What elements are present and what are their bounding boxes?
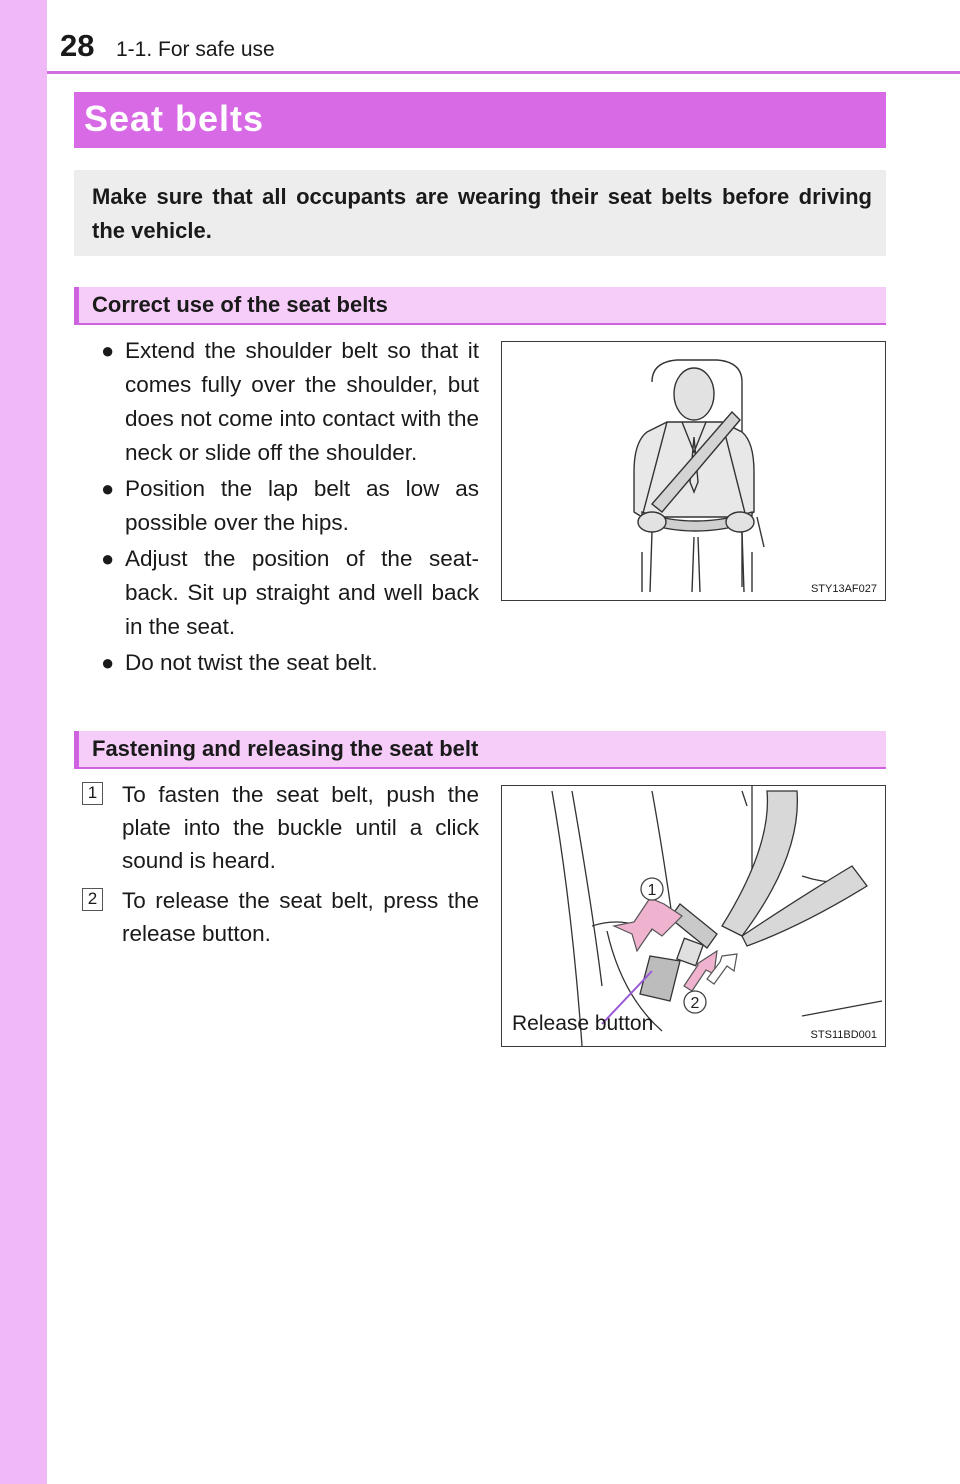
step-text: To release the seat belt, press the release button. xyxy=(122,888,479,946)
bullet-dot: ● xyxy=(101,650,115,675)
step-text: To fasten the seat belt, push the plate into the buckle until a click sound is heard. xyxy=(122,782,479,873)
section-title-correct-use: Correct use of the seat belts xyxy=(92,292,388,317)
step-2 xyxy=(82,884,479,950)
buckle-drawing xyxy=(502,786,886,1047)
intro-text: Make sure that all occupants are wearing their seat belts before driving the vehicle. xyxy=(92,184,872,243)
seated-person-drawing xyxy=(502,342,886,601)
step-number-box: 1 xyxy=(82,782,103,805)
bullet-text: Adjust the position of the seat-back. Sit up straight and well back in the seat. xyxy=(125,546,479,639)
page-number: 28 xyxy=(60,28,95,63)
callout-1: 1 xyxy=(647,882,657,899)
figure-code: STY13AF027 xyxy=(810,583,877,595)
bullet-dot: ● xyxy=(101,546,115,571)
list-item xyxy=(103,542,479,644)
figure-code: STS11BD001 xyxy=(810,1029,877,1041)
release-button-label: Release button xyxy=(512,1012,654,1035)
list-item xyxy=(103,646,479,680)
page-title: Seat belts xyxy=(84,98,265,139)
buckle-illustration xyxy=(501,785,886,1047)
bullet-text: Position the lap belt as low as possible over the hips. xyxy=(125,476,479,535)
step-1 xyxy=(82,778,479,877)
step-number-box: 2 xyxy=(82,888,103,911)
callout-2: 2 xyxy=(690,995,700,1012)
list-item xyxy=(103,472,479,540)
bullet-dot: ● xyxy=(101,338,115,363)
bullet-dot: ● xyxy=(101,476,115,501)
seated-person-illustration xyxy=(501,341,886,601)
header-rule xyxy=(47,71,960,74)
bullet-list xyxy=(103,334,479,682)
press-arrow-icon xyxy=(614,898,682,951)
bullet-text: Do not twist the seat belt. xyxy=(125,650,378,675)
chapter-heading: 1-1. For safe use xyxy=(116,38,275,61)
side-tab-strip xyxy=(0,0,47,1484)
list-item xyxy=(103,334,479,470)
section-title-fastening: Fastening and releasing the seat belt xyxy=(92,736,479,761)
bullet-text: Extend the shoulder belt so that it comes fully over the shoulder, but does not come into contact with the neck or slide off the shoulder. xyxy=(125,338,479,465)
